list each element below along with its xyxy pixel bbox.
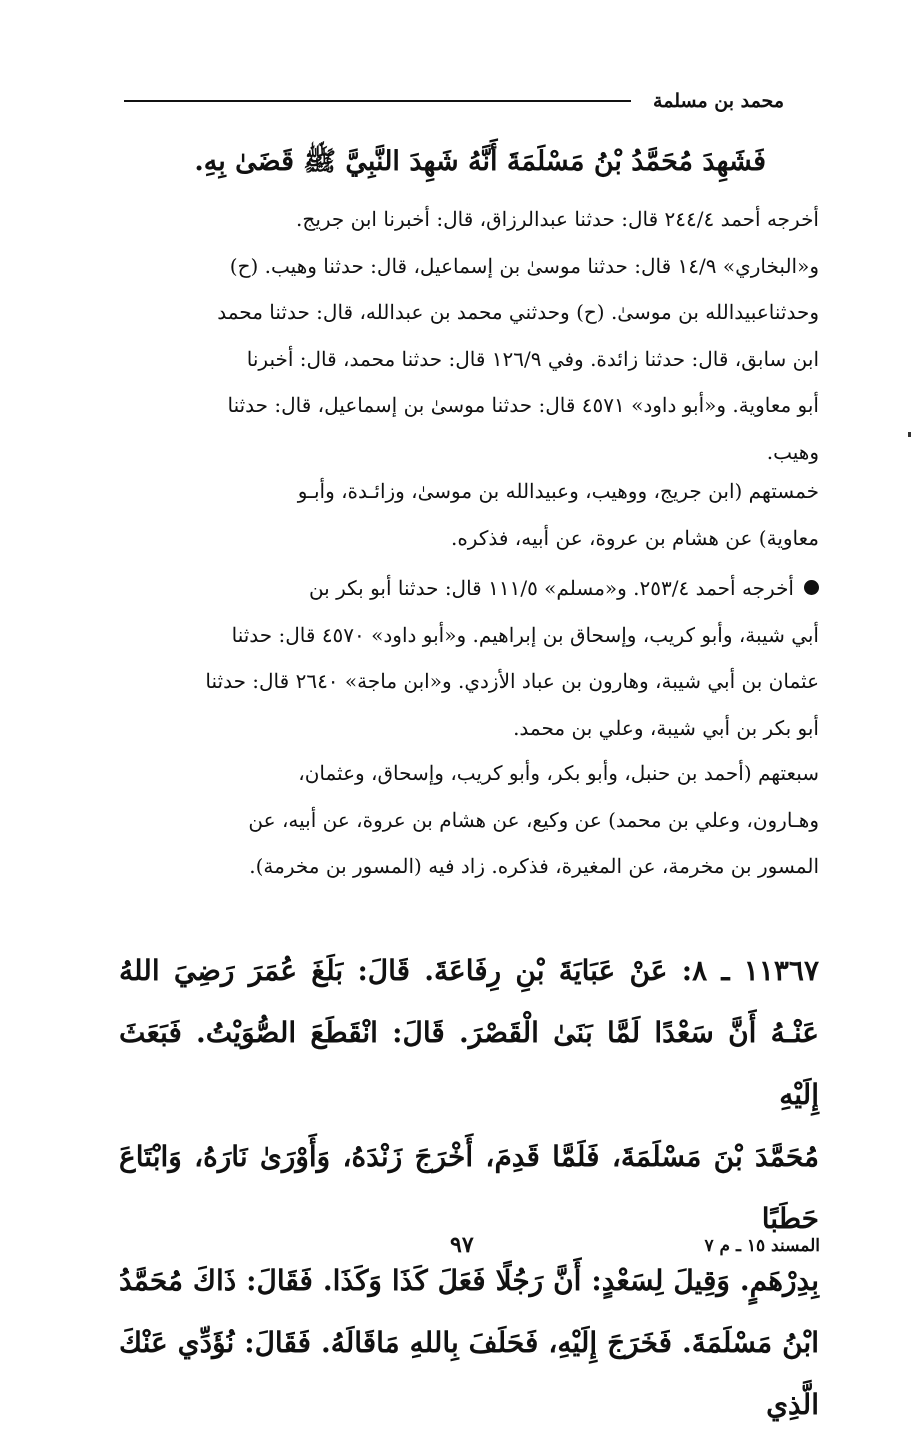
text-line: المسور بن مخرمة، عن المغيرة، فذكره. زاد فيه (المسور بن مخرمة). <box>249 854 819 878</box>
text-line: معاوية) عن هشام بن عروة، عن أبيه، فذكره. <box>450 525 819 550</box>
hadith-line: مُحَمَّدَ بْنَ مَسْلَمَةَ، فَلَمَّا قَدِمَ، أَخْرَجَ زَنْدَهُ، وَأَوْرَىٰ نَارَهُ، وَابْتَاعَ حَطَبًا <box>119 1140 819 1235</box>
takhrij-paragraph-2 <box>119 565 819 751</box>
hadith-line: ابْنُ مَسْلَمَةَ. فَخَرَجَ إِلَيْهِ، فَحَلَفَ بِاللهِ مَاقَالَهُ. فَقَالَ: نُؤَدِّي عَنْكَ الَّذِي <box>119 1326 819 1421</box>
text-line: أبو بكر بن أبي شيبة، وعلي بن محمد. <box>513 715 819 740</box>
text-line: أبي شيبة، وأبو كريب، وإسحاق بن إبراهيم. و«أبو داود» ٤٥٧٠ قال: حدثنا <box>231 622 819 647</box>
hadith-conclusion-line: فَشَهِدَ مُحَمَّدُ بْنُ مَسْلَمَةَ أَنَّهُ شَهِدَ النَّبِيَّ ﷺ قَضَىٰ بِهِ. <box>194 146 766 177</box>
hadith-line: ١١٣٦٧ ـ ٨: عَنْ عَبَايَةَ بْنِ رِفَاعَةَ. قَالَ: بَلَغَ عُمَرَ رَضِيَ اللهُ <box>119 954 819 987</box>
narrators-summary-2 <box>119 750 819 890</box>
page-number: ٩٧ <box>450 1232 474 1258</box>
text-line <box>119 565 819 612</box>
text-line: أبو معاوية. و«أبو داود» ٤٥٧١ قال: حدثنا موسىٰ بن إسماعيل، قال: حدثنا <box>227 393 819 417</box>
text-line: عثمان بن أبي شيبة، وهارون بن عباد الأزدي. و«ابن ماجة» ٢٦٤٠ قال: حدثنا <box>205 669 819 693</box>
printer-signature: المسند ١٥ ـ م ٧ <box>704 1236 820 1256</box>
text-line: سبعتهم (أحمد بن حنبل، وأبو بكر، وأبو كريب، وإسحاق، وعثمان، <box>298 761 819 785</box>
hadith-line: عَنْـهُ أَنَّ سَعْدًا لَمَّا بَنَىٰ الْقَصْرَ. قَالَ: انْقَطَعَ الصُّوَيْتُ. فَبَعَثَ إِلَيْهِ <box>119 1016 819 1111</box>
running-head-title: محمد بن مسلمة <box>653 90 784 112</box>
narrators-summary-1 <box>119 468 819 561</box>
running-head-rule <box>124 100 631 102</box>
text-line: خمستهم (ابن جريج، ووهيب، وعبيدالله بن موسىٰ، وزائـدة، وأبـو <box>297 479 819 503</box>
text-line: وهيب. <box>766 439 819 464</box>
text-line-content: أخرجه أحمد ٢٥٣/٤. و«مسلم» ١١١/٥ قال: حدثنا أبو بكر بن <box>308 576 794 600</box>
text-line: وحدثناعبيدالله بن موسىٰ. (ح) وحدثني محمد بن عبدالله، قال: حدثنا محمد <box>217 300 819 324</box>
running-head <box>124 86 784 116</box>
hadith-line: بِدِرْهَمٍ. وَقِيلَ لِسَعْدٍ: أَنَّ رَجُلًا فَعَلَ كَذَا وَكَذَا. فَقَالَ: ذَاكَ مُحَمَّدُ <box>119 1264 819 1297</box>
hadith-text <box>119 940 819 1436</box>
bullet-icon <box>804 580 819 595</box>
takhrij-paragraph-1 <box>119 196 819 475</box>
text-line: أخرجه أحمد ٢٤٤/٤ قال: حدثنا عبدالرزاق، قال: أخبرنا ابن جريج. <box>296 207 819 231</box>
scan-speck <box>908 432 911 437</box>
page-footer <box>120 1232 820 1264</box>
text-line: وهـارون، وعلي بن محمد) عن وكيع، عن هشام بن عروة، عن أبيه، عن <box>248 807 819 832</box>
text-line: ابن سابق، قال: حدثنا زائدة. وفي ١٢٦/٩ قال: حدثنا محمد، قال: أخبرنا <box>246 346 819 371</box>
text-line: و«البخاري» ١٤/٩ قال: حدثنا موسىٰ بن إسماعيل، قال: حدثنا وهيب. (ح) <box>229 253 819 278</box>
